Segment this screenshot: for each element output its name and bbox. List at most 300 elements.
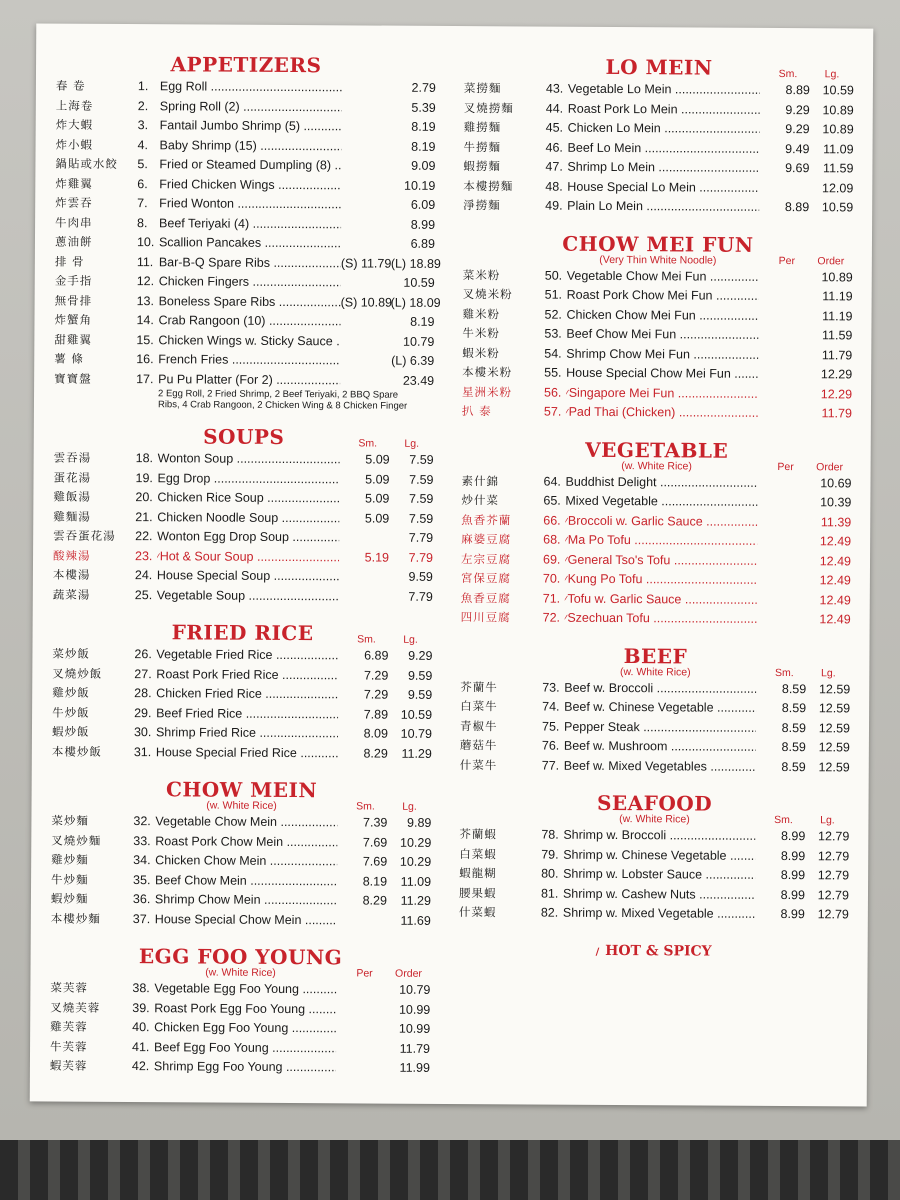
item-number: 4.	[137, 137, 149, 152]
item-price-large: 12.59	[818, 720, 851, 735]
item-chinese-name: 金手指	[54, 273, 93, 288]
item-price-small: 9.69	[785, 161, 810, 176]
item-name-text: Vegetable Lo Mein	[567, 81, 672, 97]
item-number: 64.	[543, 474, 561, 489]
menu-item	[459, 885, 849, 907]
item-number: 35.	[133, 872, 151, 887]
item-number: 28.	[134, 686, 152, 701]
item-name-text: Shrimp w. Chinese Vegetable	[563, 847, 727, 863]
menu-item	[53, 528, 433, 550]
item-name-text: Mixed Vegetable	[565, 493, 658, 509]
item-number: 37.	[132, 911, 151, 926]
item-price-large: 7.59	[409, 472, 434, 487]
item-name	[563, 867, 755, 882]
item-chinese-name: 左宗豆腐	[460, 551, 512, 566]
section-title: BEEF	[623, 643, 688, 668]
menu-item	[463, 158, 853, 180]
item-name	[567, 160, 759, 175]
item-price-small: 5.09	[365, 452, 390, 467]
price-col-1-header: Sm.	[357, 633, 376, 646]
item-chinese-name: 叉燒芙蓉	[50, 1000, 101, 1015]
item-chinese-name: 雞炒飯	[52, 685, 90, 700]
menu-item	[52, 704, 432, 726]
section-title: SOUPS	[203, 424, 285, 449]
item-number: 27.	[134, 666, 152, 681]
menu-item	[51, 852, 431, 874]
item-price-small: 7.39	[363, 815, 388, 830]
item-chinese-name: 青椒牛	[459, 718, 498, 733]
item-chinese-name: 叉燒炒麵	[51, 833, 102, 848]
item-name-text: Fantail Jumbo Shrimp (5)	[159, 118, 301, 134]
item-price-large: 12.79	[817, 848, 850, 863]
item-price-large: 11.39	[820, 514, 852, 529]
item-price-small: 8.59	[781, 740, 806, 755]
item-price-large: 23.49	[402, 373, 435, 388]
item-name	[155, 912, 337, 927]
item-name	[159, 255, 341, 270]
item-price-large: 8.19	[411, 139, 436, 154]
item-name-text: Fried or Steamed Dumpling (8)	[159, 157, 332, 173]
item-chinese-name: 蔬菜湯	[52, 587, 91, 602]
item-chinese-name: 白菜牛	[460, 699, 498, 714]
item-name-text: Kung Po Tofu	[567, 571, 643, 587]
item-chinese-name: 麻婆豆腐	[461, 532, 512, 547]
section-vegetable	[461, 437, 852, 631]
item-name	[158, 313, 340, 328]
item-name-text: Roast Pork Chow Mei Fun	[566, 287, 713, 303]
item-name-text: Chicken Fried Rice	[156, 686, 262, 701]
item-price-small: 8.59	[781, 681, 807, 696]
item-number: 8.	[137, 215, 148, 230]
item-number: 44.	[545, 101, 564, 116]
item-chinese-name: 菜炒麵	[51, 813, 89, 828]
item-chinese-name: 芥蘭牛	[460, 679, 498, 694]
item-price-small: 9.29	[785, 102, 810, 117]
item-name	[565, 611, 757, 626]
item-number: 66.	[543, 513, 561, 528]
item-number: 22.	[135, 529, 153, 544]
menu-item	[51, 813, 431, 835]
item-number: 34.	[133, 853, 151, 868]
menu-item	[51, 871, 431, 893]
item-number: 42.	[131, 1059, 150, 1074]
item-name-text: Chicken Wings w. Sticky Sauce	[158, 332, 333, 348]
item-name-text: Roast Pork Lo Mein	[567, 101, 678, 116]
item-chinese-name: 牛芙蓉	[50, 1039, 88, 1054]
item-price-small: 8.59	[781, 759, 806, 774]
chili-pepper-icon: ∕	[565, 407, 568, 419]
section-header	[459, 790, 849, 828]
item-chinese-name: 牛炒麵	[51, 872, 89, 887]
legend-text: HOT & SPICY	[605, 942, 712, 960]
item-price-large: 12.49	[819, 534, 852, 549]
section-header	[53, 620, 433, 648]
item-name-text: Chicken Egg Foo Young	[154, 1020, 289, 1036]
section-subtitle: (Very Thin White Noodle)	[599, 253, 717, 267]
menu-item	[55, 156, 435, 178]
item-name	[565, 533, 757, 548]
item-chinese-name: 本樓米粉	[462, 365, 513, 380]
item-price-large: 12.79	[817, 887, 850, 902]
item-price-large: 11.59	[823, 161, 854, 176]
item-name-text: Chicken Fingers	[158, 274, 250, 289]
item-name	[155, 834, 337, 849]
menu-item	[56, 97, 436, 119]
item-price-large: 12.49	[819, 612, 851, 627]
item-chinese-name: 什菜牛	[459, 757, 498, 772]
item-price-large: 12.49	[819, 573, 851, 588]
item-name	[156, 667, 338, 682]
item-chinese-name: 魚香豆腐	[460, 590, 511, 605]
item-name-text: Wonton Soup	[157, 451, 234, 466]
item-name	[160, 99, 342, 114]
price-col-2-header: Lg.	[820, 814, 835, 827]
menu-item	[459, 865, 849, 887]
item-name-text: Plain Lo Mein	[567, 198, 643, 214]
item-price-small: 5.09	[365, 491, 390, 506]
item-name-text: House Special Lo Mein	[567, 179, 696, 194]
menu-item	[462, 403, 852, 425]
item-name-text: Roast Pork Chow Mein	[155, 833, 284, 849]
chili-pepper-icon: ∕	[564, 594, 567, 606]
item-number: 54.	[544, 346, 562, 361]
item-chinese-name: 甜雞翼	[54, 332, 92, 347]
item-name	[155, 892, 337, 907]
item-chinese-name: 星洲米粉	[462, 384, 513, 399]
item-chinese-name: 蝦炒飯	[51, 724, 90, 739]
item-name-text: Shrimp Chow Mein	[154, 892, 261, 907]
item-name	[566, 405, 758, 420]
item-name	[565, 591, 757, 606]
item-price-small: 8.59	[781, 720, 807, 735]
price-col-2-header: Lg.	[824, 68, 840, 81]
item-number: 55.	[544, 365, 562, 380]
item-name	[159, 177, 341, 192]
item-name	[159, 196, 341, 211]
menu-item	[461, 473, 851, 495]
item-chinese-name: 薯 條	[54, 351, 84, 366]
item-price-large: 12.59	[818, 740, 850, 755]
price-col-2-header: Lg.	[820, 666, 836, 679]
menu-item	[56, 78, 436, 100]
item-name-text: Beef Lo Mein	[567, 140, 642, 155]
item-name	[157, 549, 339, 564]
item-number: 53.	[544, 326, 562, 341]
chili-pepper-icon: ∕	[564, 613, 567, 625]
item-number: 14.	[136, 313, 154, 328]
item-name-text: Egg Drop	[157, 470, 211, 486]
item-name-text: Fried Wonton	[159, 196, 235, 211]
price-col-1-header: Per	[778, 254, 796, 267]
chili-pepper-icon: ∕	[564, 574, 567, 586]
item-number: 51.	[544, 287, 563, 302]
section-egg-foo-young	[50, 944, 431, 1080]
item-price-large: 10.19	[403, 178, 436, 193]
price-column-headers	[762, 666, 850, 679]
item-name	[160, 138, 342, 153]
item-name-text: Vegetable Egg Foo Young	[154, 981, 300, 997]
item-price-large: 10.59	[400, 707, 433, 722]
item-number: 80.	[541, 866, 559, 881]
price-col-1-header: Sm.	[774, 813, 793, 827]
item-name-text: Egg Roll	[159, 79, 208, 94]
section-title: EGG FOO YOUNG	[138, 944, 343, 970]
item-price-large: 7.59	[408, 511, 434, 526]
price-column-headers	[764, 460, 852, 473]
section-chow-mei-fun	[462, 231, 853, 425]
item-chinese-name: 炸雲吞	[55, 195, 93, 210]
item-price-large: 8.19	[410, 314, 435, 329]
item-number: 81.	[540, 886, 559, 901]
menu-item	[54, 312, 434, 334]
menu-item	[55, 234, 435, 256]
item-name-text: Chicken Chow Mei Fun	[566, 307, 696, 322]
item-name-text: Chicken Rice Soup	[157, 490, 264, 505]
item-name	[565, 513, 757, 528]
section-title: CHOW MEI FUN	[562, 231, 754, 257]
item-chinese-name: 蘑菇牛	[459, 738, 498, 753]
item-price-large: 11.29	[400, 893, 431, 908]
item-chinese-name: 雲吞蛋花湯	[53, 528, 116, 543]
price-col-1-header: Sm.	[358, 437, 378, 450]
item-chinese-name: 什菜蝦	[458, 905, 497, 920]
item-name	[154, 1001, 336, 1016]
item-price-large: 11.19	[822, 308, 853, 323]
item-name-text: Baby Shrimp (15)	[159, 137, 257, 153]
item-chinese-name: 蝦龍糊	[459, 866, 497, 881]
item-number: 16.	[136, 352, 154, 367]
menu-item	[464, 80, 854, 102]
item-name	[159, 274, 341, 289]
item-name	[156, 706, 338, 721]
item-price-large: 11.69	[400, 913, 431, 928]
item-number: 25.	[134, 587, 153, 602]
item-number: 77.	[541, 758, 560, 773]
section-title: APPETIZERS	[170, 52, 322, 78]
item-name-text: Tofu w. Garlic Sauce	[567, 591, 682, 606]
item-number: 50.	[544, 268, 563, 283]
menu-item	[51, 832, 431, 854]
menu-item	[460, 679, 850, 701]
item-number: 24.	[134, 568, 153, 583]
item-name-text: Shrimp w. Broccoli	[563, 827, 667, 843]
item-number: 68.	[543, 532, 561, 547]
item-price-large: 10.99	[398, 1002, 431, 1017]
menu-item	[54, 292, 441, 314]
section-header	[51, 777, 431, 815]
menu-item	[53, 586, 433, 608]
item-price-small: 7.29	[363, 687, 389, 702]
item-price-large: 9.09	[411, 158, 436, 173]
item-number: 47.	[545, 159, 563, 174]
item-chinese-name: 本樓湯	[52, 567, 91, 582]
menu-item	[50, 1038, 430, 1060]
item-name-text: Beef Chow Mei Fun	[566, 326, 677, 342]
platter-note: 2 Egg Roll, 2 Fried Shrimp, 2 Beef Teriyaki, 2 BBQ Spare Ribs, 4 Crab Rangoon, 2 Chicken Wing & 8 Chicken Finger	[157, 388, 408, 412]
menu-item	[56, 117, 436, 139]
item-number: 30.	[133, 725, 152, 740]
item-chinese-name: 腰果蝦	[458, 885, 497, 900]
item-price-small: 8.99	[780, 887, 806, 902]
item-chinese-name: 雞撈麵	[463, 120, 502, 135]
item-price-large: 9.59	[407, 687, 433, 702]
item-chinese-name: 無骨排	[54, 293, 93, 308]
item-chinese-name: 寶寶盤	[54, 371, 92, 386]
item-name-text: Buddhist Delight	[565, 474, 657, 489]
item-name-text: French Fries	[158, 352, 229, 367]
item-price-large: 8.99	[410, 217, 436, 232]
item-price-large: 11.79	[399, 1041, 431, 1056]
menu-item	[54, 450, 434, 472]
item-name	[567, 268, 759, 283]
item-price-large: 11.09	[400, 874, 432, 889]
item-name-text: Beef w. Mixed Vegetables	[563, 758, 707, 774]
item-chinese-name: 蔥油餅	[54, 234, 93, 249]
item-price-large: 12.79	[818, 829, 850, 844]
item-price-large: 10.39	[820, 495, 852, 510]
item-name	[159, 235, 341, 250]
item-price-small: 7.69	[362, 854, 388, 869]
item-name	[563, 906, 755, 921]
item-chinese-name: 蝦芙蓉	[49, 1058, 88, 1073]
item-name	[568, 121, 760, 136]
item-chinese-name: 春 卷	[55, 78, 86, 93]
item-price-small: 8.99	[780, 868, 806, 883]
section-subtitle: (w. White Rice)	[620, 665, 691, 678]
item-price-large: 10.99	[398, 1021, 431, 1036]
item-name-text: Szechuan Tofu	[567, 610, 650, 626]
item-name	[565, 552, 757, 567]
menu-item	[55, 175, 435, 197]
item-name-text: Pad Thai (Chicken)	[568, 404, 676, 420]
price-column-headers	[342, 967, 430, 980]
item-number: 21.	[135, 509, 153, 524]
chili-pepper-icon: ∕	[595, 946, 600, 958]
item-name	[566, 307, 758, 322]
item-price-small: 5.09	[364, 510, 390, 526]
item-name	[154, 1040, 336, 1055]
item-number: 6.	[137, 176, 148, 191]
section-header	[460, 643, 850, 681]
item-name	[157, 588, 339, 603]
item-price-small: 8.19	[362, 873, 388, 889]
item-price-small: 8.89	[785, 83, 810, 98]
chili-pepper-icon: ∕	[564, 555, 567, 567]
menu-item	[50, 1058, 430, 1080]
item-chinese-name: 扒 泰	[461, 404, 492, 419]
item-name	[157, 471, 339, 486]
menu-item	[53, 469, 433, 491]
price-col-1-header: Sm.	[774, 666, 794, 679]
item-name	[563, 828, 755, 843]
menu-item	[55, 136, 435, 158]
item-price-large: 11.59	[822, 328, 853, 343]
menu-item	[463, 139, 853, 161]
item-chinese-name: 宮保豆腐	[460, 571, 511, 586]
menu-item	[461, 570, 851, 592]
item-chinese-name: 白菜蝦	[459, 846, 497, 861]
item-name-text: Vegetable Soup	[156, 587, 246, 603]
item-name	[159, 216, 341, 231]
item-price-large: 5.39	[411, 100, 436, 115]
menu-item	[461, 609, 851, 631]
item-name-text: Chicken Chow Mein	[155, 853, 267, 868]
item-chinese-name: 酸辣湯	[53, 548, 91, 563]
item-price-large: 7.79	[408, 530, 434, 545]
item-chinese-name: 炸小蝦	[55, 137, 94, 152]
price-col-1-header: Per	[356, 967, 373, 980]
section-title: LO MEIN	[605, 54, 713, 80]
item-name	[158, 372, 340, 387]
price-column-headers	[761, 814, 849, 827]
item-name	[157, 490, 339, 505]
item-name	[564, 758, 756, 773]
item-name	[568, 101, 760, 116]
item-price-large: (L) 18.09	[390, 295, 441, 310]
item-number: 52.	[544, 307, 562, 322]
item-number: 41.	[132, 1039, 150, 1054]
price-column-headers	[346, 437, 434, 450]
menu-item	[463, 267, 853, 289]
item-name	[566, 327, 758, 342]
price-col-1-header: Sm.	[778, 67, 798, 81]
item-price-large: 10.89	[822, 102, 854, 117]
item-name	[156, 725, 338, 740]
item-price-large: (L) 18.89	[390, 256, 441, 271]
menu-item	[50, 1019, 430, 1041]
menu-item	[461, 590, 851, 612]
item-price-large: 10.69	[820, 475, 852, 490]
item-price-large: (L) 6.39	[391, 353, 435, 368]
item-number: 82.	[540, 905, 559, 920]
item-price-large: 2.79	[411, 80, 436, 95]
item-chinese-name: 排 骨	[54, 254, 85, 269]
item-name-text: Ma Po Tofu	[567, 532, 631, 548]
menu-item	[50, 999, 430, 1021]
item-chinese-name: 叉燒炒飯	[52, 666, 103, 681]
item-price-large: 9.59	[408, 569, 433, 584]
item-number: 19.	[135, 470, 153, 485]
item-name-text: House Special Chow Mei Fun	[566, 365, 731, 381]
item-chinese-name: 雲吞湯	[53, 450, 92, 465]
item-number: 5.	[137, 157, 148, 172]
item-name-text: Shrimp w. Lobster Sauce	[563, 866, 703, 882]
chili-pepper-icon: ∕	[565, 535, 567, 547]
item-price-large: 10.29	[399, 854, 432, 869]
price-col-2-header: Lg.	[403, 633, 418, 646]
section-lo-mein	[463, 54, 854, 219]
item-chinese-name: 本樓撈麵	[463, 178, 514, 193]
item-number: 23.	[135, 548, 153, 563]
menu-item	[459, 846, 849, 868]
price-col-1-header: Per	[777, 460, 794, 473]
item-price-small: 8.89	[784, 200, 810, 215]
price-col-2-header: Order	[816, 460, 844, 473]
item-chinese-name: 菜撈麵	[463, 81, 502, 96]
item-number: 72.	[542, 610, 561, 625]
section-soups	[53, 424, 434, 608]
item-price-small: 8.29	[362, 893, 387, 908]
item-number: 15.	[136, 332, 154, 347]
item-chinese-name: 牛米粉	[462, 326, 500, 341]
chili-pepper-icon: ∕	[566, 388, 568, 400]
item-name	[155, 873, 337, 888]
menu-item	[463, 178, 853, 200]
price-column-headers	[766, 68, 854, 81]
item-number: 26.	[134, 647, 152, 662]
item-price-large: 11.99	[399, 1060, 430, 1075]
item-name	[160, 118, 342, 133]
